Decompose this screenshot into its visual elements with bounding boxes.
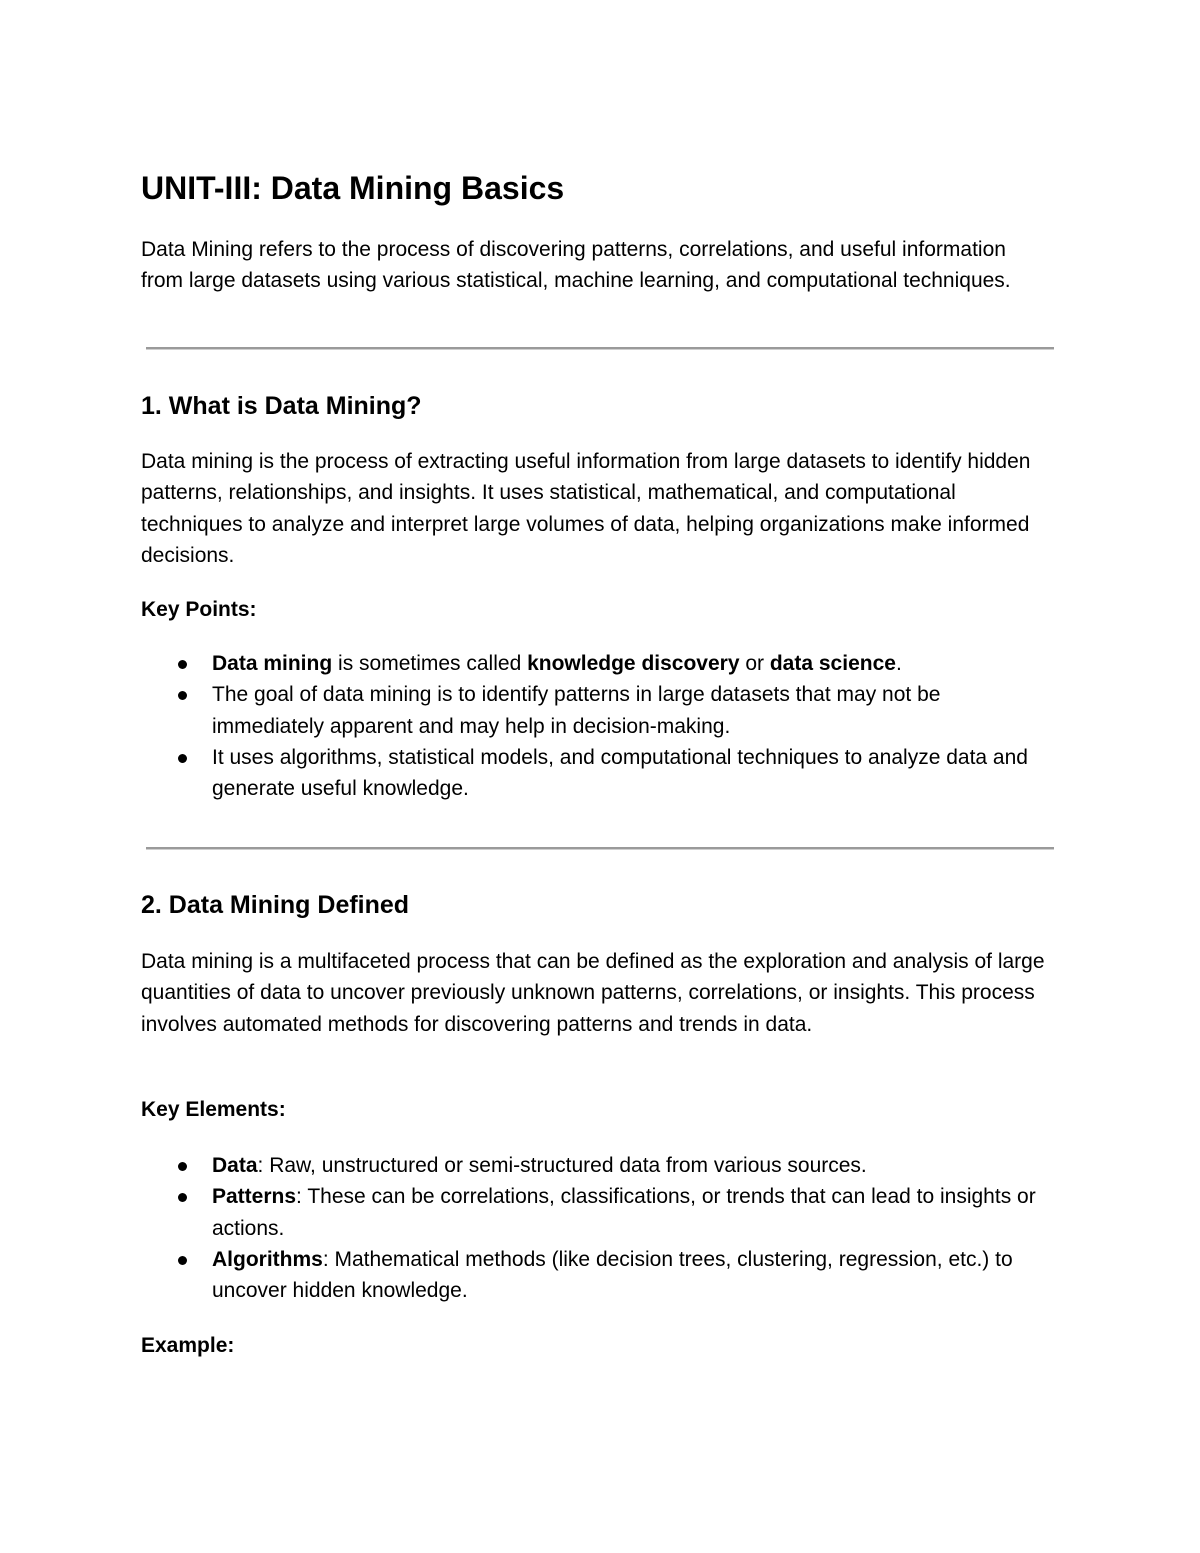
- bold-term: knowledge discovery: [527, 652, 740, 675]
- bullet-icon: [178, 754, 187, 763]
- bullet-icon: [178, 1193, 187, 1202]
- key-points-list: [141, 648, 1046, 804]
- page-title: UNIT-III: Data Mining Basics: [141, 170, 565, 206]
- example-label: Example:: [141, 1334, 235, 1357]
- bullet-icon: [178, 1256, 187, 1265]
- bullet-icon: [178, 660, 187, 669]
- section-paragraph: Data mining is a multifaceted process that can be defined as the exploration and analysis of large quantities of data to uncover previously unknown patterns, correlations, or insights. This process involves automated methods for discovering patterns and trends in data.: [141, 950, 1045, 1036]
- list-item: [141, 679, 1046, 742]
- horizontal-divider: [146, 347, 1054, 350]
- key-elements-label: Key Elements:: [141, 1098, 286, 1121]
- list-item-text: : Mathematical methods (like decision trees, clustering, regression, etc.) to uncover hidden knowledge.: [212, 1247, 1013, 1303]
- bullet-icon: [178, 691, 187, 700]
- bold-term: Algorithms: [212, 1247, 323, 1271]
- list-item-text: It uses algorithms, statistical models, and computational techniques to analyze data and generate useful knowledge.: [212, 745, 1028, 801]
- list-item: [141, 648, 1046, 679]
- list-item: [141, 742, 1046, 805]
- horizontal-divider: [146, 847, 1054, 850]
- list-item-text: is sometimes called: [332, 652, 528, 675]
- list-item-text: The goal of data mining is to identify patterns in large datasets that may not be immediately apparent and may help in decision-making.: [212, 683, 941, 738]
- bold-term: Data mining: [212, 652, 333, 675]
- section-heading: 1. What is Data Mining?: [141, 392, 422, 420]
- bold-term: Data: [212, 1154, 258, 1177]
- bold-term: data science: [769, 652, 896, 675]
- list-item-text: .: [895, 652, 902, 675]
- list-item-text: or: [739, 652, 770, 675]
- bold-term: Patterns: [212, 1185, 297, 1209]
- list-item-text: : Raw, unstructured or semi-structured data from various sources.: [257, 1154, 867, 1177]
- section-heading: 2. Data Mining Defined: [141, 891, 410, 919]
- section-paragraph: Data mining is the process of extracting useful information from large datasets to identify hidden patterns, relationships, and insights. It uses statistical, mathematical, and computational techniques to analyze and interpret large volumes of data, helping organizations make informed decisions.: [141, 450, 1031, 567]
- list-item: [141, 1150, 1046, 1181]
- intro-paragraph: Data Mining refers to the process of discovering patterns, correlations, and useful information from large datasets using various statistical, machine learning, and computational techniques.: [141, 238, 1011, 293]
- key-points-label: Key Points:: [141, 598, 257, 621]
- list-item: [141, 1181, 1046, 1244]
- bullet-icon: [178, 1162, 187, 1171]
- key-elements-list: [141, 1150, 1046, 1306]
- list-item: [141, 1244, 1046, 1307]
- list-item-text: : These can be correlations, classifications, or trends that can lead to insights or actions.: [212, 1185, 1036, 1240]
